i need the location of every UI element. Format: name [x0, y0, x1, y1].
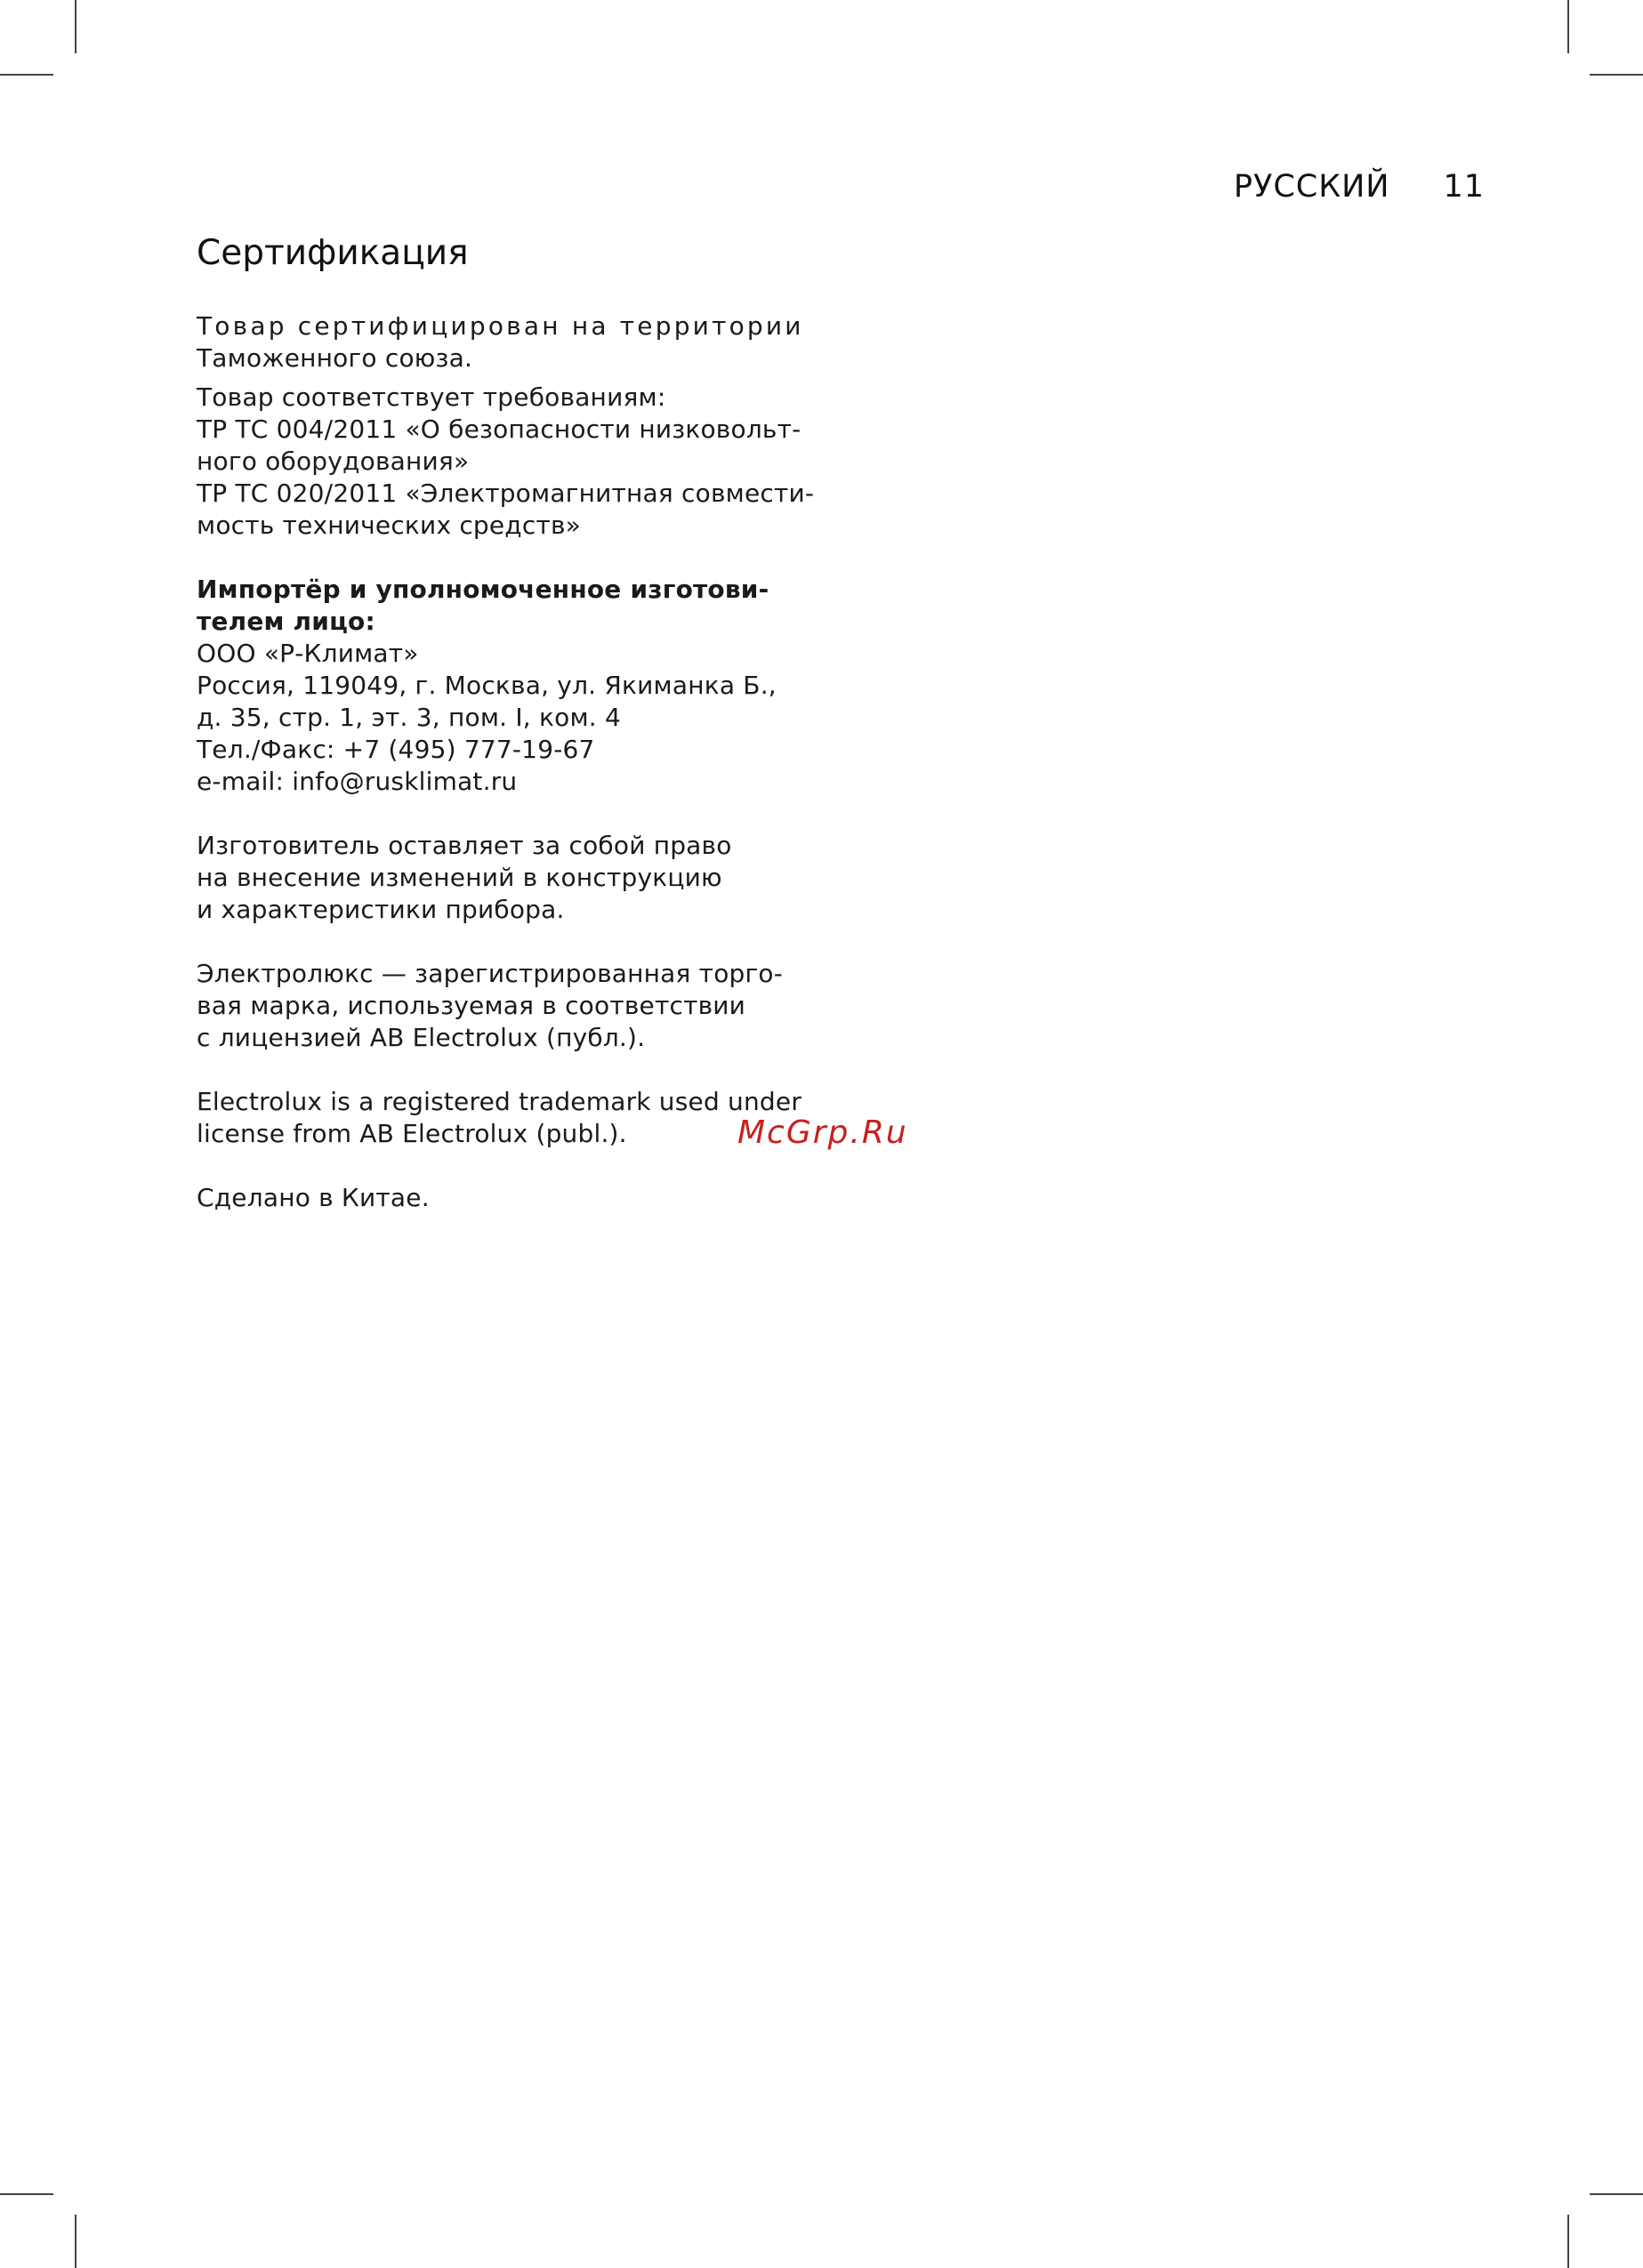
text-line: и характеристики прибора.: [197, 895, 565, 924]
text-line: Товар соответствует требованиям:: [197, 382, 666, 412]
text-line: Электролюкс — зарегистрированная торго-: [197, 959, 784, 988]
trademark-ru-paragraph: [197, 958, 819, 1054]
importer-heading: телем лицо:: [197, 607, 375, 636]
email-line: e-mail: info@rusklimat.ru: [197, 767, 518, 796]
importer-heading: Импортёр и уполномоченное изготови-: [197, 575, 769, 604]
text-line: ТР ТС 004/2011 «О безопасности низковольт-: [197, 414, 801, 444]
rights-paragraph: [197, 830, 819, 926]
crop-mark: [75, 0, 77, 53]
text-line: с лицензией AB Electrolux (публ.).: [197, 1023, 646, 1052]
text-line: ООО «Р-Климат»: [197, 639, 419, 668]
certification-paragraph: [197, 310, 819, 374]
watermark: McGrp.Ru: [737, 1114, 908, 1151]
trademark-en-paragraph: [197, 1086, 819, 1150]
text-line: Electrolux is a registered trademark used under: [197, 1087, 802, 1116]
importer-block: [197, 574, 819, 798]
page-header: [1234, 169, 1485, 205]
language-label: РУССКИЙ: [1233, 169, 1390, 205]
text-line: license from AB Electrolux (publ.).: [197, 1119, 627, 1148]
crop-mark: [1567, 2215, 1569, 2268]
crop-mark: [0, 2193, 53, 2195]
text-line: Таможенного союза.: [197, 343, 473, 373]
made-in-line: Сделано в Китае.: [197, 1183, 430, 1212]
text-line: Изготовитель оставляет за собой право: [197, 831, 732, 860]
text-line: ТР ТС 020/2011 «Электромагнитная совмести-: [197, 479, 815, 508]
page-number: 11: [1443, 169, 1485, 205]
crop-mark: [1590, 2193, 1643, 2195]
text-line: мость технических средств»: [197, 511, 582, 540]
text-line: вая марка, используемая в соответствии: [197, 991, 746, 1020]
text-line: ного оборудования»: [197, 446, 470, 476]
text-line: Тел./Факс: +7 (495) 777-19-67: [197, 735, 595, 764]
text-line: Россия, 119049, г. Москва, ул. Якиманка Б.,: [197, 671, 777, 700]
requirements-paragraph: [197, 382, 819, 542]
page-content: [197, 233, 819, 1214]
text-line: д. 35, стр. 1, эт. 3, пом. I, ком. 4: [197, 703, 621, 732]
crop-mark: [75, 2215, 77, 2268]
crop-mark: [1590, 74, 1643, 76]
text-line: Товар сертифицирован на территории: [197, 311, 804, 341]
text-line: на внесение изменений в конструкцию: [197, 863, 722, 892]
section-title: Сертификация: [197, 233, 469, 273]
crop-mark: [1567, 0, 1569, 53]
crop-mark: [0, 74, 53, 76]
